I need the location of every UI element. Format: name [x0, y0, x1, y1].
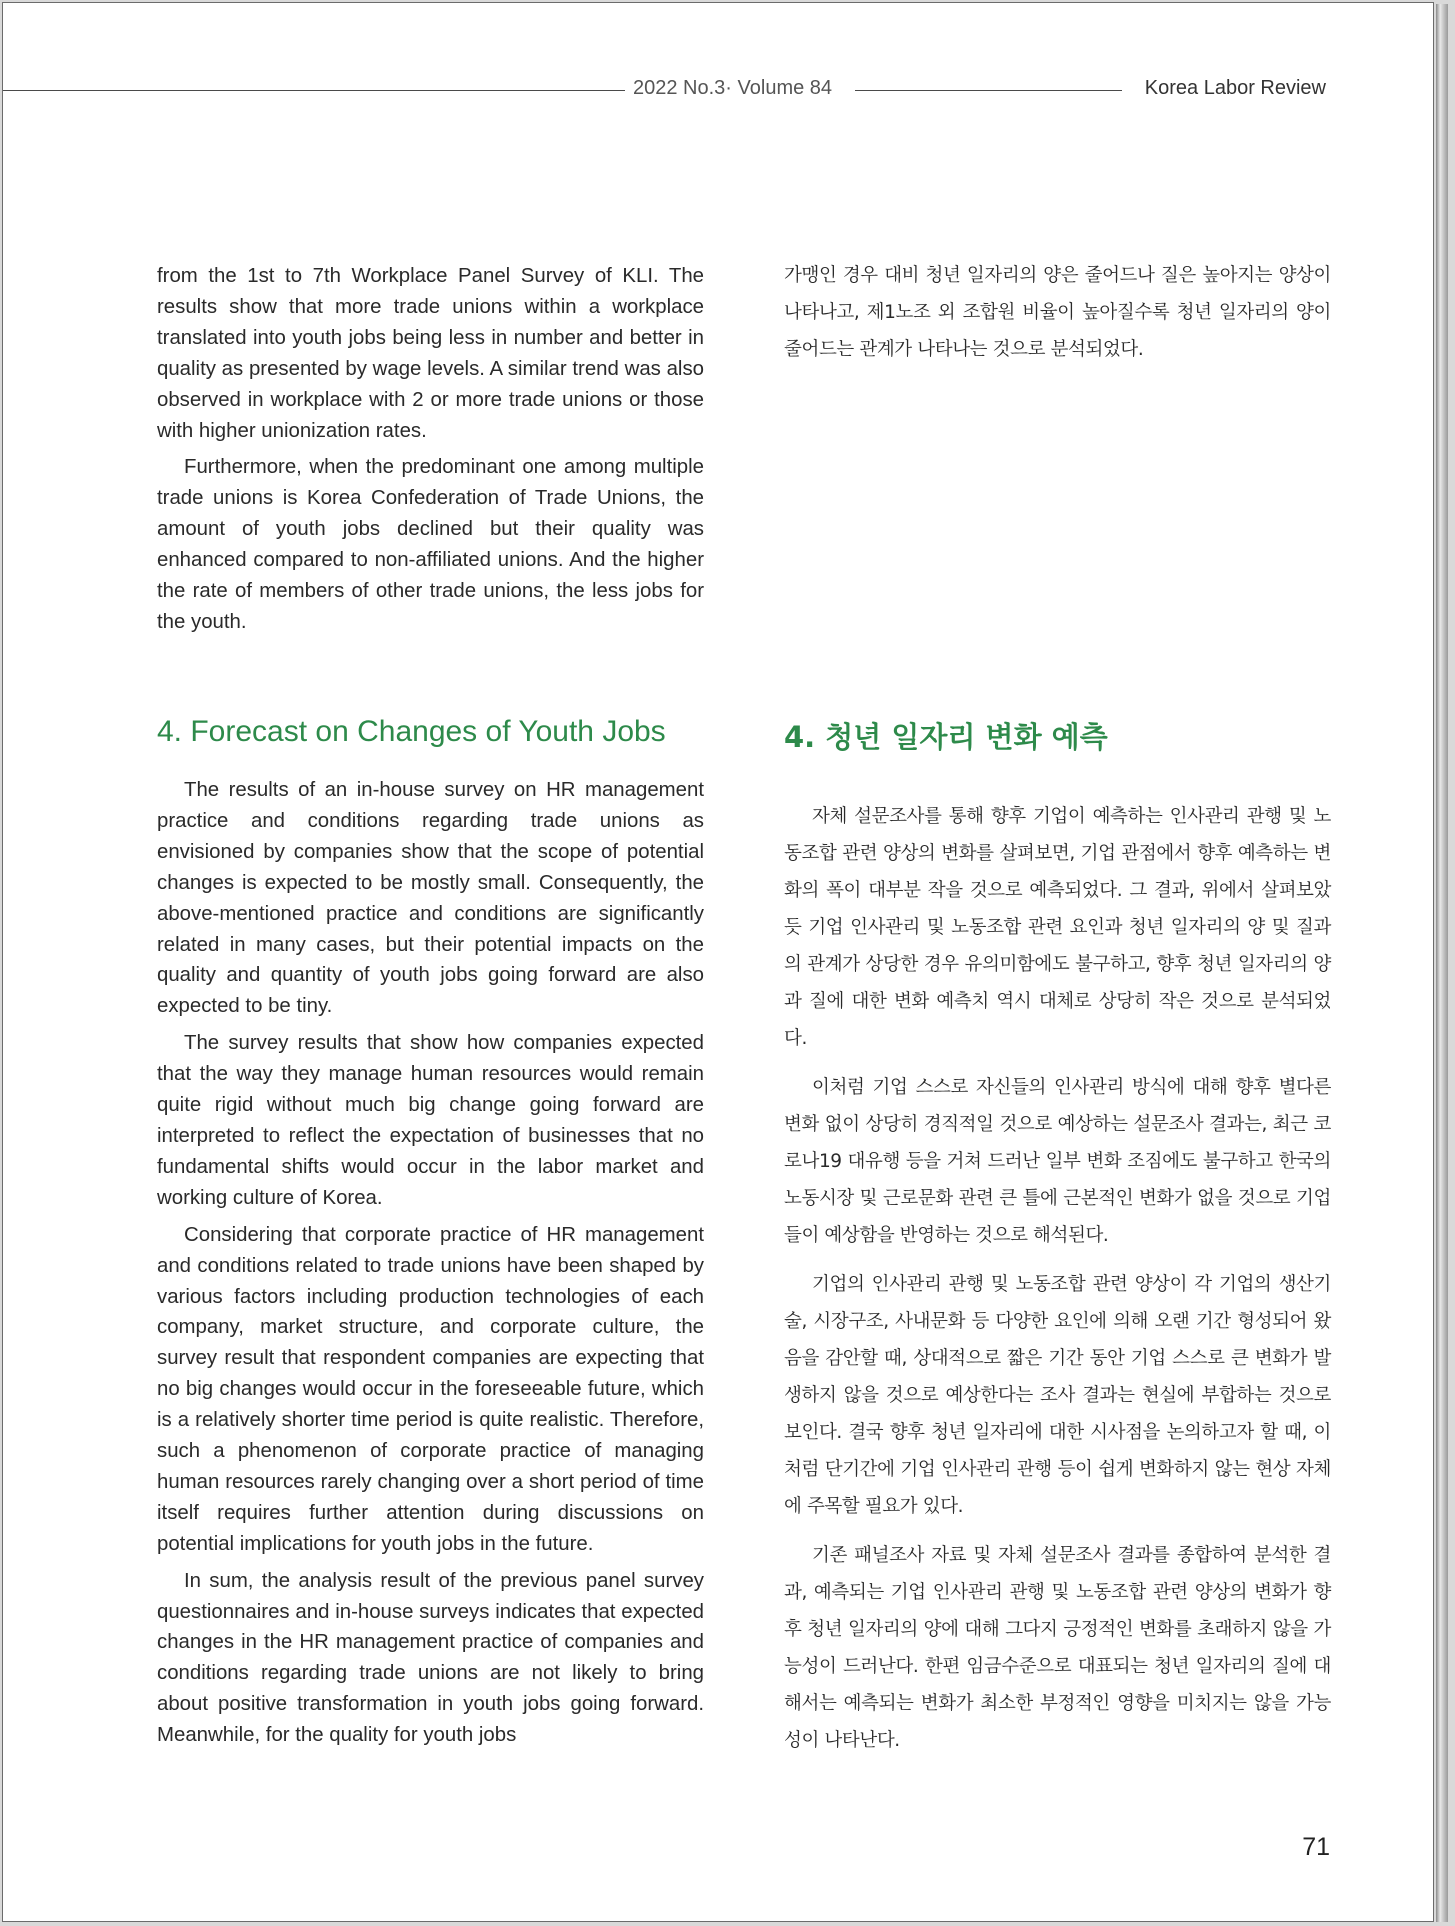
korean-section-paragraph-3: 기업의 인사관리 관행 및 노동조합 관련 양상이 각 기업의 생산기술, 시장구조, 사내문화 등 다양한 요인에 의해 오랜 기간 형성되어 왔음을 감안할 때, 상대적으로 짧은 기간 동안 기업 스스로 큰 변화가 발생하지 않을 것으로 예상한다는 조사 결과는 현실에 부합하는 것으로 보인다. 결국 향후 청년 일자리에 대한 시사점을 논의하고자 할 때, 이처럼 단기간에 기업 인사관리 관행 등이 쉽게 변화하지 않는 현상 자체에 주목할 필요가 있다.: [784, 1274, 1331, 1517]
english-section-title: 4. Forecast on Changes of Youth Jobs: [157, 715, 666, 748]
korean-section-paragraph-4: 기존 패널조사 자료 및 자체 설문조사 결과를 종합하여 분석한 결과, 예측되는 기업 인사관리 관행 및 노동조합 관련 양상의 변화가 향후 청년 일자리의 양에 대해 그다지 긍정적인 변화를 초래하지 않을 가능성이 드러난다. 한편 임금수준으로 대표되는 청년 일자리의 질에 대해서는 예측되는 변화가 최소한 부정적인 영향을 미치지는 않을 가능성이 나타난다.: [784, 1545, 1331, 1751]
english-intro-paragraph-2: Furthermore, when the predominant one among multiple trade unions is Korea Confederation of Trade Unions, the amount of youth jobs declined but their quality was enhanced compared to non-affiliated unions. And the higher the rate of members of other trade unions, the less jobs for the youth.: [157, 456, 704, 633]
korean-section-title: 4. 청년 일자리 변화 예측: [784, 720, 1108, 754]
header-issue: 2022 No.3· Volume 84: [633, 77, 833, 99]
page-stack-edge: [1436, 4, 1448, 1922]
korean-intro-paragraph-1: 가맹인 경우 대비 청년 일자리의 양은 줄어드나 질은 높아지는 양상이 나타나고, 제1노조 외 조합원 비율이 높아질수록 청년 일자리의 양이 줄어드는 관계가 나타나는 것으로 분석되었다.: [784, 265, 1331, 360]
english-section-paragraph-2: The survey results that show how companies expected that the way they manage human resources would remain quite rigid without much big change going forward are interpreted to reflect the expectation of businesses that no fundamental shifts would occur in the labor market and working culture of Korea.: [157, 1032, 704, 1209]
english-intro-column: [157, 261, 704, 644]
english-section-body: [157, 775, 704, 1757]
header-rule-right: [855, 90, 1122, 91]
english-section-paragraph-1: The results of an in-house survey on HR management practice and conditions regarding trade unions as envisioned by companies show that the scope of potential changes is expected to be mostly small. Consequently, the above-mentioned practice and conditions are significantly related in many cases, but their potential impacts on the quality and quantity of youth jobs going forward are also expected to be tiny.: [157, 779, 704, 1018]
korean-section-body: [784, 798, 1331, 1771]
english-section-paragraph-3: Considering that corporate practice of HR management and conditions related to trade unions have been shaped by various factors including production technologies of each company, market structure, and corporate culture, the survey result that respondent companies are expecting that no big changes would occur in the foreseeable future, which is a relatively shorter time period is quite realistic. Therefore, such a phenomenon of corporate practice of managing human resources rarely changing over a short period of time itself requires further attention during discussions on potential implications for youth jobs in the future.: [157, 1223, 704, 1555]
english-section-paragraph-4: In sum, the analysis result of the previous panel survey questionnaires and in-house surveys indicates that expected changes in the HR management practice of companies and conditions regarding trade unions are not likely to bring about positive transformation in youth jobs going forward. Meanwhile, for the quality for youth jobs: [157, 1569, 704, 1747]
korean-intro-column: [784, 257, 1331, 380]
document-page: [2, 2, 1434, 1922]
header-rule-left: [3, 90, 625, 91]
korean-section-paragraph-2: 이처럼 기업 스스로 자신들의 인사관리 방식에 대해 향후 별다른 변화 없이 상당히 경직적일 것으로 예상하는 설문조사 결과는, 최근 코로나19 대유행 등을 거쳐 드러난 일부 변화 조짐에도 불구하고 한국의 노동시장 및 근로문화 관련 큰 틀에 근본적인 변화가 없을 것으로 기업들이 예상함을 반영하는 것으로 해석된다.: [784, 1077, 1331, 1246]
korean-section-paragraph-1: 자체 설문조사를 통해 향후 기업이 예측하는 인사관리 관행 및 노동조합 관련 양상의 변화를 살펴보면, 기업 관점에서 향후 예측하는 변화의 폭이 대부분 작을 것으로 예측되었다. 그 결과, 위에서 살펴보았듯 기업 인사관리 및 노동조합 관련 요인과 청년 일자리의 양 및 질과의 관계가 상당한 경우 유의미함에도 불구하고, 향후 청년 일자리의 양과 질에 대한 변화 예측치 역시 대체로 상당히 작은 것으로 분석되었다.: [784, 806, 1331, 1049]
page-number: 71: [1302, 1833, 1330, 1861]
header-journal-title: Korea Labor Review: [1144, 77, 1326, 99]
english-intro-paragraph-1: from the 1st to 7th Workplace Panel Survey of KLI. The results show that more trade unions within a workplace translated into youth jobs being less in number and better in quality as presented by wage levels. A similar trend was also observed in workplace with 2 or more trade unions or those with higher unionization rates.: [157, 265, 704, 442]
